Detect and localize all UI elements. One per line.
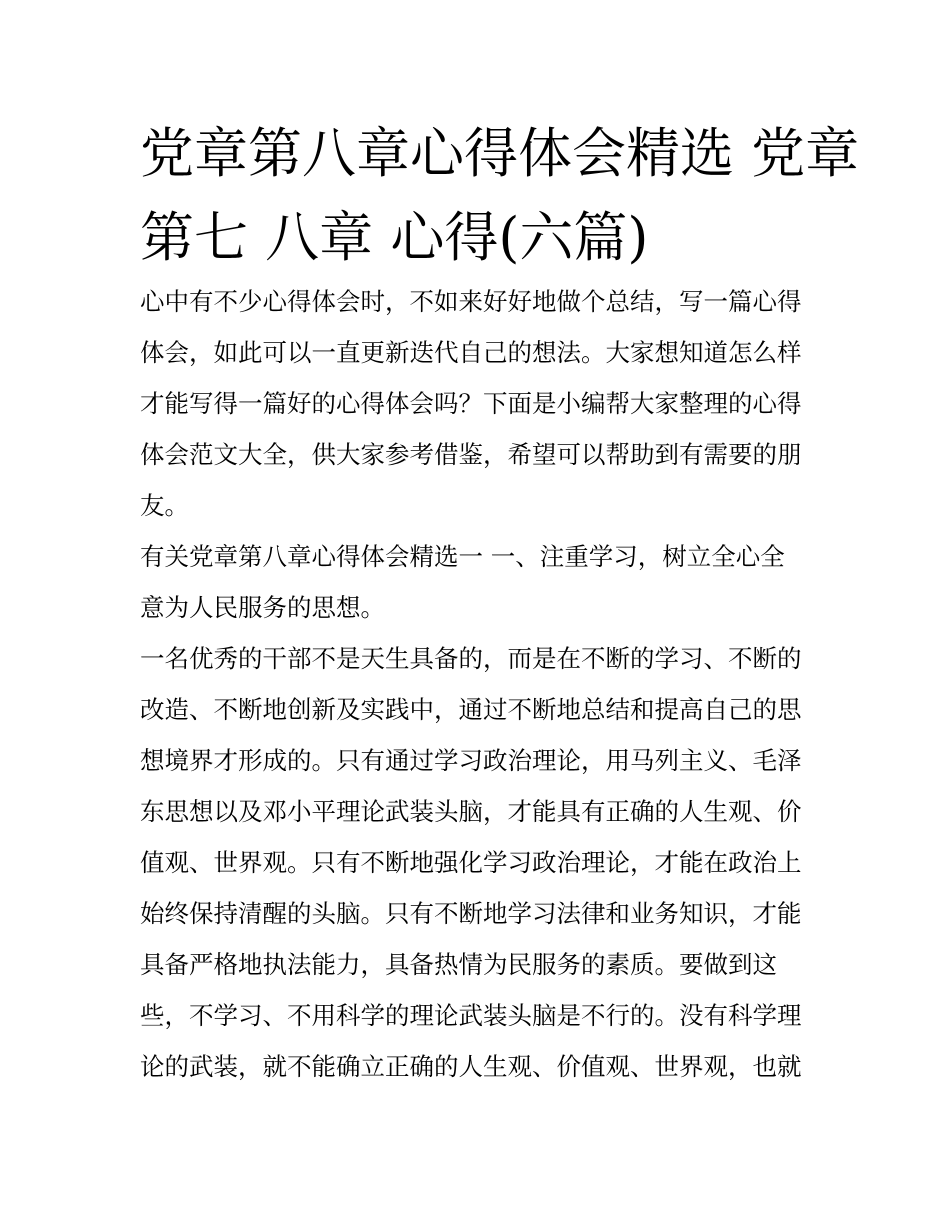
text-line: 始终保持清醒的头脑。只有不断地学习法律和业务知识，才能 [140, 899, 802, 928]
document-title [140, 112, 860, 280]
text-line: 论的武装，就不能确立正确的人生观、价值观、世界观，也就 [140, 1052, 802, 1081]
text-line: 友。 [140, 491, 189, 520]
text-line: 才能写得一篇好的心得体会吗？下面是小编帮大家整理的心得 [140, 389, 802, 418]
text-line: 一名优秀的干部不是天生具备的，而是在不断的学习、不断的 [140, 644, 802, 673]
text-line: 具备严格地执法能力，具备热情为民服务的素质。要做到这 [140, 950, 777, 979]
text-line: 体会范文大全，供大家参考借鉴，希望可以帮助到有需要的朋 [140, 440, 802, 469]
paragraph-body [140, 633, 820, 1092]
paragraph-heading [140, 531, 820, 633]
text-line: 有关党章第八章心得体会精选一 一、注重学习，树立全心全 [140, 542, 785, 571]
title-line: 第七 八章 心得(六篇) [140, 206, 649, 269]
document-body [140, 276, 820, 1092]
text-line: 想境界才形成的。只有通过学习政治理论，用马列主义、毛泽 [140, 746, 802, 775]
title-line: 党章第八章心得体会精选 党章 [140, 122, 860, 185]
text-line: 值观、世界观。只有不断地强化学习政治理论，才能在政治上 [140, 848, 802, 877]
text-line: 改造、不断地创新及实践中，通过不断地总结和提高自己的思 [140, 695, 802, 724]
text-line: 东思想以及邓小平理论武装头脑，才能具有正确的人生观、价 [140, 797, 802, 826]
text-line: 体会，如此可以一直更新迭代自己的想法。大家想知道怎么样 [140, 338, 802, 367]
paragraph-intro [140, 276, 820, 531]
text-line: 心中有不少心得体会时，不如来好好地做个总结，写一篇心得 [140, 287, 802, 316]
text-line: 些，不学习、不用科学的理论武装头脑是不行的。没有科学理 [140, 1001, 802, 1030]
text-line: 意为人民服务的思想。 [140, 593, 385, 622]
